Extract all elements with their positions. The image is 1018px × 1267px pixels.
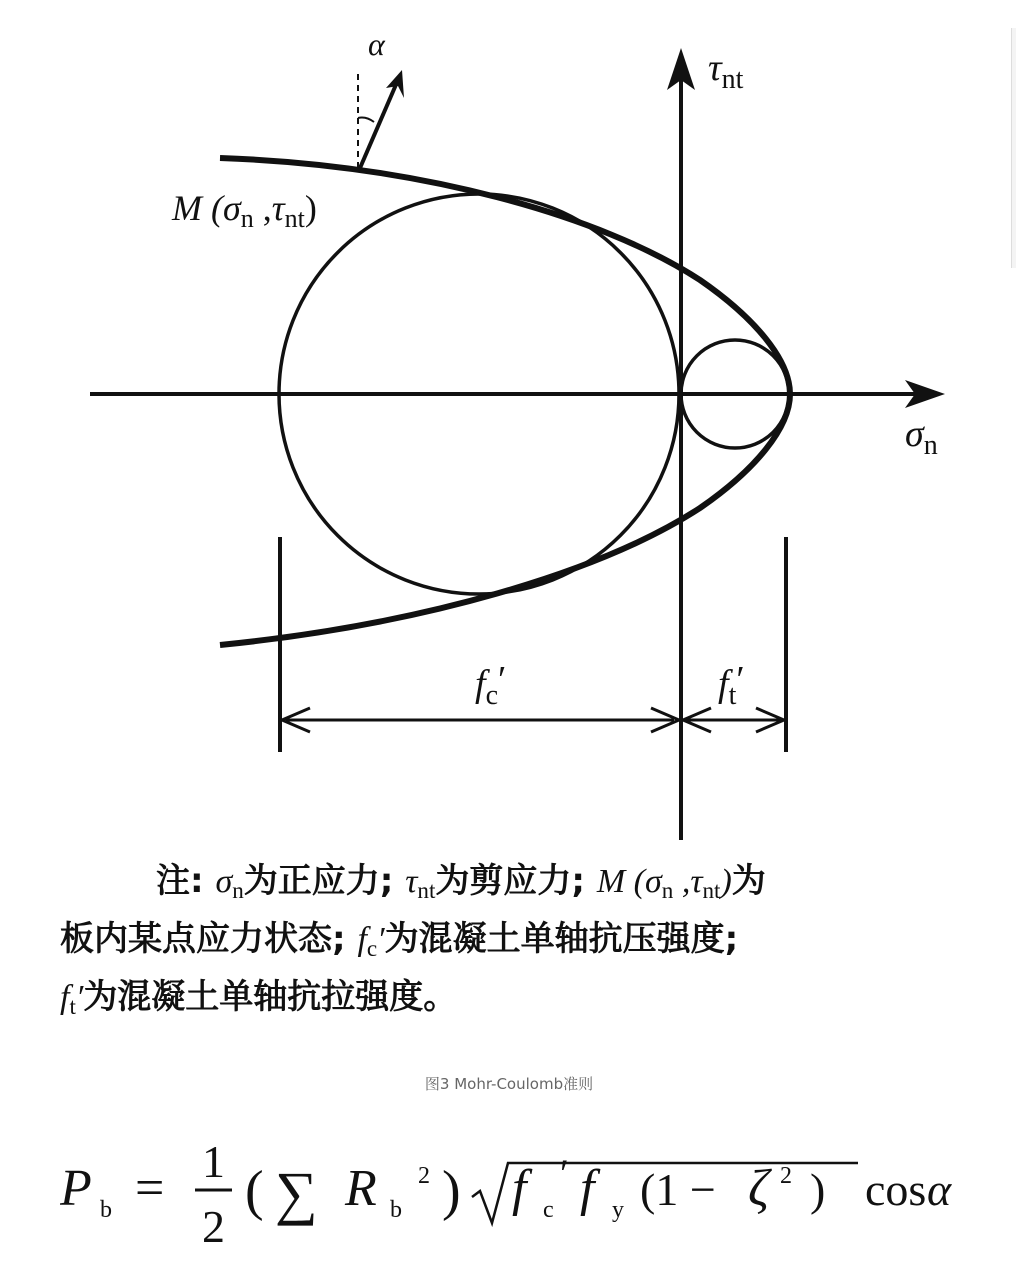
formula-lhs-sub: b (100, 1197, 112, 1223)
ft-label: $f_t'$ (718, 659, 745, 711)
point-m-label: M (σn ,τnt) (172, 188, 317, 233)
formula-equals: = (135, 1160, 165, 1217)
formula-cos: cos (865, 1164, 927, 1215)
sigma-axis-label: $\sigma_n$ (905, 413, 938, 461)
alpha-arrow (360, 80, 398, 168)
scrollbar[interactable] (1011, 28, 1016, 268)
formula-frac-den: 2 (202, 1201, 225, 1252)
note-line-2: 板内某点应力状态; $f_c'$为混凝土单轴抗压强度; (60, 919, 739, 962)
formula-lhs: P (60, 1160, 92, 1217)
formula-sum: ∑ (275, 1160, 318, 1226)
failure-envelope (220, 158, 790, 645)
formula-alpha: α (927, 1164, 952, 1215)
formula-rad-open: (1 − (640, 1164, 716, 1215)
formula-rad-f2: f (580, 1160, 595, 1217)
figure-caption: 图3 Mohr-Coulomb准则 (424, 1075, 594, 1093)
alpha-arrowhead (386, 70, 404, 98)
alpha-label: α (368, 26, 385, 62)
tau-axis-label: $\tau_{nt}$ (708, 47, 744, 95)
formula-rad-f2-sub: y (612, 1197, 624, 1223)
formula-frac-num: 1 (202, 1136, 225, 1187)
formula (60, 1125, 1010, 1260)
formula-r-sup: 2 (418, 1163, 430, 1189)
formula-zeta-sup: 2 (780, 1163, 792, 1189)
formula-rad-close: ) (810, 1164, 826, 1215)
fc-label: $f_c'$ (475, 659, 507, 711)
formula-rad-f1-sub: c (543, 1197, 554, 1223)
alpha-angle-arc (358, 118, 374, 123)
formula-rad-f1: f (512, 1160, 527, 1217)
note-line-3: $f_t'$为混凝土单轴抗拉强度。 (60, 977, 458, 1020)
formula-open-paren: ( (245, 1160, 264, 1222)
formula-rad-f1-prime: ′ (560, 1151, 569, 1196)
formula-r-sub: b (390, 1197, 402, 1223)
formula-r: R (345, 1160, 377, 1217)
formula-zeta: ζ (748, 1160, 770, 1217)
note-line-1: 注: $\sigma_n$为正应力; $\tau_{nt}$为剪应力; M ($\sigma_n$ $,\tau_{nt}$)为 (156, 861, 766, 904)
formula-close-paren: ) (442, 1160, 461, 1222)
